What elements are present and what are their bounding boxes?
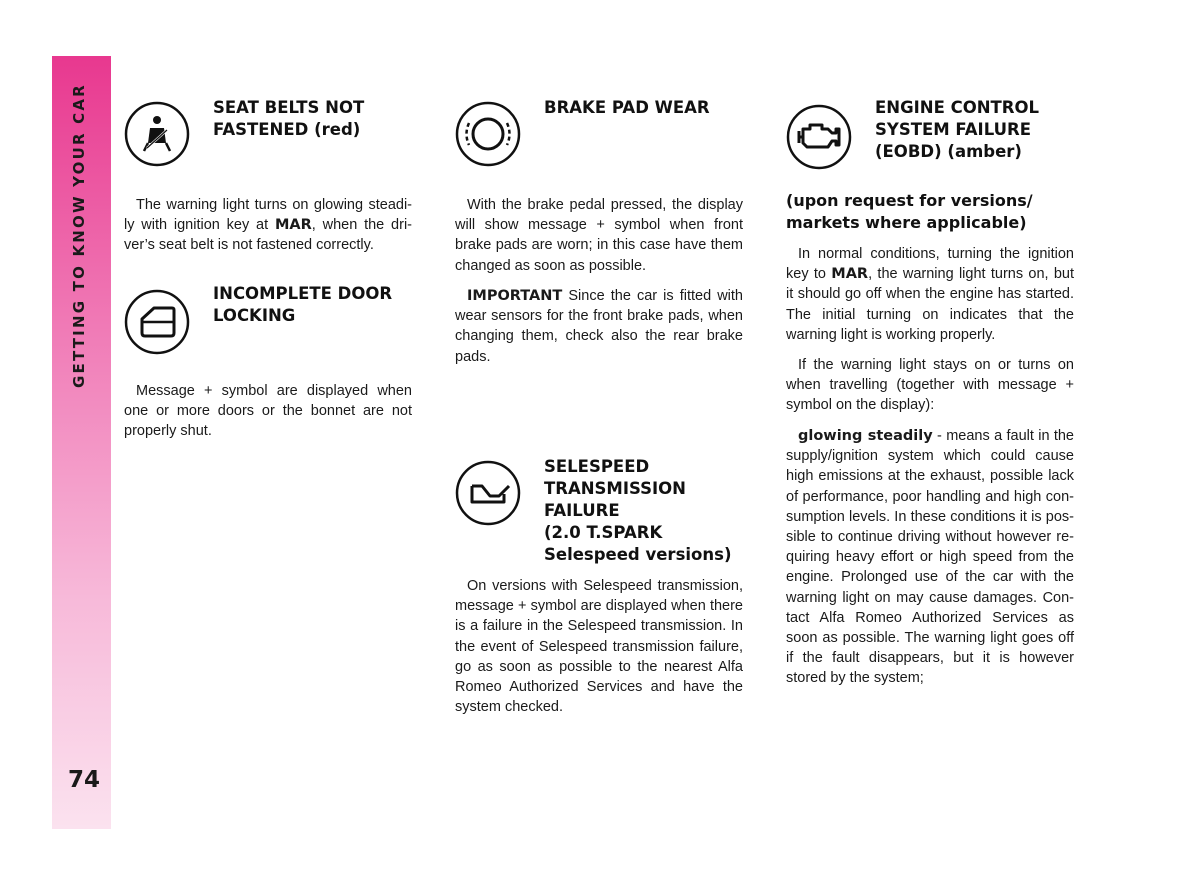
brake-heading: BRAKE PAD WEAR — [544, 98, 710, 117]
engine-text-2: If the warning light stays on or turns on when travelling (together with message + symbol on the display): — [786, 357, 1074, 414]
door-heading: INCOMPLETE DOOR LOCKING — [213, 284, 393, 325]
brake-pad-icon — [455, 101, 521, 167]
seat-belts-heading: SEAT BELTS NOT FASTENED (red) — [213, 98, 365, 139]
engine-icon — [786, 104, 852, 170]
door-icon — [124, 289, 190, 355]
selespeed-heading: SELESPEED TRANSMISSION FAILURE (2.0 T.SPARK Selespeed versions) — [544, 457, 732, 564]
engine-subheading: (upon request for versions/ markets where applicable) — [786, 191, 1033, 232]
engine-heading: ENGINE CONTROL SYSTEM FAILURE (EOBD) (amber) — [875, 98, 1040, 161]
engine-text-3: glowing steadily - means a fault in the supply/ignition system which could cause high emissions at the exhaust, possible lack of performance, poor handling and high con-sumption levels. In these conditions it is pos-sible to continue driving without however re-quiring heavy effort or high speed from the engine. Prolonged use of the car with the warning light on may cause damages. Con-tact Alfa Romeo Authorized Services as soon as possible. The warning light goes off if the fault disappears, but it is however stored by the system; — [786, 428, 1074, 687]
seat-belts-text: The warning light turns on glowing steadi-ly with ignition key at MAR, when the dri-ver’s seat belt is not fastened correctly. — [124, 197, 412, 254]
transmission-icon — [455, 460, 521, 526]
seat-belt-icon — [124, 101, 190, 167]
selespeed-text: On versions with Selespeed transmission, message + symbol are displayed when there is a failure in the Selespeed transmission. In the event of Selespeed transmission failure, go as soon as possible to the nearest Alfa Romeo Authorized Services and have the system checked. — [455, 578, 743, 716]
brake-important-text: IMPORTANT Since the car is fitted with wear sensors for the front brake pads, when changing them, check also the rear brake pads. — [455, 288, 743, 365]
door-text: Message + symbol are displayed when one or more doors or the bonnet are not properly shut. — [124, 383, 412, 440]
section-title: GETTING TO KNOW YOUR CAR — [70, 83, 88, 388]
brake-text: With the brake pedal pressed, the display will show message + symbol when front brake pads are worn; in this case have them changed as soon as possible. — [455, 197, 743, 274]
engine-text-1: In normal conditions, turning the ignition key to MAR, the warning light turns on, but it should go off when the engine has started. The initial turning on indicates that the warning light is working properly. — [786, 246, 1074, 343]
page-number: 74 — [68, 767, 101, 793]
